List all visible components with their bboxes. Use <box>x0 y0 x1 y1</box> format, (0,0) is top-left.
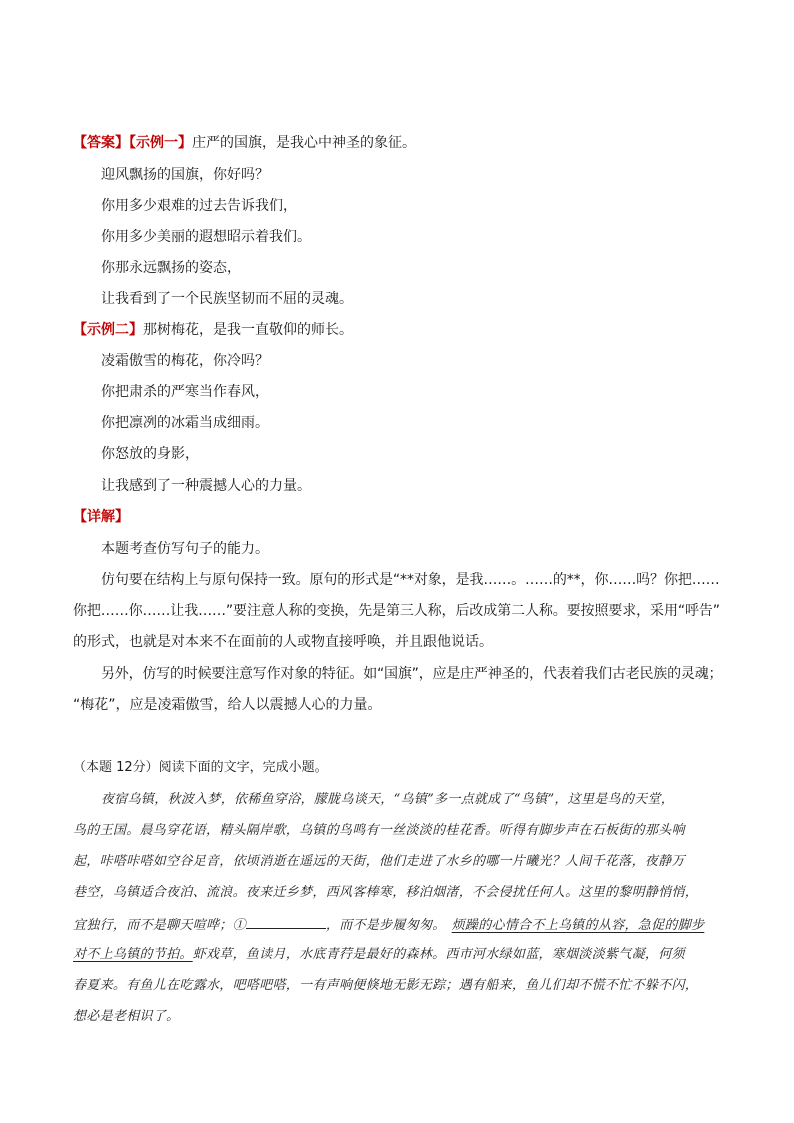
example2-heading-line <box>73 320 353 340</box>
underlined-sentence: 烦躁的心情合不上乌镇的从容，急促的脚步 <box>451 918 705 933</box>
example1-line: 你那永远飘扬的姿态， <box>101 260 241 276</box>
detail-line: “梅花”，应是凌霜傲雪，给人以震撼人心的力量。 <box>73 697 382 713</box>
passage-line-with-blank <box>73 914 704 936</box>
answer-blank <box>246 914 326 929</box>
detail-line: 你把……你……让我……”要注意人称的变换，先是第三人称，后改成第二人称。要按照要求，采用“呼告” <box>73 603 720 619</box>
passage-text: 虾戏草，鱼读月，水底青荇是最好的森林。西市河水绿如蓝，寒烟淡淡紫气凝，何须 <box>192 947 685 962</box>
passage-line: 夜宿乌镇，秋波入梦，依稀鱼穿浴，朦胧乌谈天，“乌镇”多一点就成了“鸟镇”，这里是鸟的天堂， <box>101 792 675 807</box>
detail-line: 另外，仿写的时候要注意写作对象的特征。如“国旗”，应是庄严神圣的，代表着我们古老民族的灵魂； <box>101 666 723 682</box>
example1-line: 你用多少美丽的遐想昭示着我们。 <box>101 229 311 245</box>
example2-line: 你把肃杀的严寒当作春风， <box>101 384 269 400</box>
passage-line: 巷空，乌镇适合夜泊、流浪。夜来迁乡梦，西风客棒寒，移泊烟渚，不会侵扰任何人。这里的黎明静悄悄， <box>73 885 699 900</box>
example2-line: 你把凛冽的冰霜当成细雨。 <box>101 415 269 431</box>
passage-line: 起，咔嗒咔嗒如空谷足音，依顷消逝在遥远的天街，他们走进了水乡的哪一片曦光？人间千花落，夜静万 <box>73 854 685 869</box>
example1-line: 你用多少艰难的过去告诉我们， <box>101 198 297 214</box>
answer-tag: 【答案】 <box>73 135 129 151</box>
detail-heading <box>73 507 129 527</box>
example2-line: 让我感到了一种震撼人心的力量。 <box>101 478 311 494</box>
detail-line: 本题考查仿写句子的能力。 <box>101 541 269 557</box>
passage-line: 鸟的王国。晨鸟穿花语，精头隔岸歌，乌镇的鸟鸣有一丝淡淡的桂花香。听得有脚步声在石板街的那头响 <box>73 823 685 838</box>
example2-line: 凌霜傲雪的梅花，你冷吗？ <box>101 353 269 369</box>
example2-line: 你怒放的身影， <box>101 446 199 462</box>
example1-title: 庄严的国旗，是我心中神圣的象征。 <box>192 135 416 151</box>
example2-tag: 【示例二】 <box>73 322 143 338</box>
example1-line: 迎风飘扬的国旗，你好吗？ <box>101 167 269 183</box>
example1-tag: 【示例一】 <box>129 135 192 151</box>
underlined-sentence: 对不上乌镇的节拍。 <box>73 947 193 962</box>
detail-line: 的形式，也就是对本来不在面前的人或物直接呼唤，并且跟他说话。 <box>73 634 493 650</box>
detail-line: 仿句要在结构上与原句保持一致。原句的形式是“**对象，是我……。……的**，你……吗？你把…… <box>101 572 720 588</box>
passage-line <box>73 945 685 965</box>
passage-text: ，而不是步履匆匆。 <box>325 918 446 933</box>
passage-line: 春夏来。有鱼儿在吃露水，吧嗒吧嗒，一有声响便倏地无影无踪；遇有船来，鱼儿们却不慌不忙不躲不闪， <box>73 978 699 993</box>
example1-line: 让我看到了一个民族坚韧而不屈的灵魂。 <box>101 291 353 307</box>
detail-tag: 【详解】 <box>73 509 129 525</box>
question-header: （本题 12分）阅读下面的文字，完成小题。 <box>73 760 328 775</box>
passage-line: 想必是老相识了。 <box>73 1009 180 1024</box>
answer-heading-line <box>73 133 416 153</box>
example2-title: 那树梅花，是我一直敬仰的师长。 <box>143 322 353 338</box>
passage-text: 宜独行，而不是聊天喧哗；① <box>73 918 246 933</box>
